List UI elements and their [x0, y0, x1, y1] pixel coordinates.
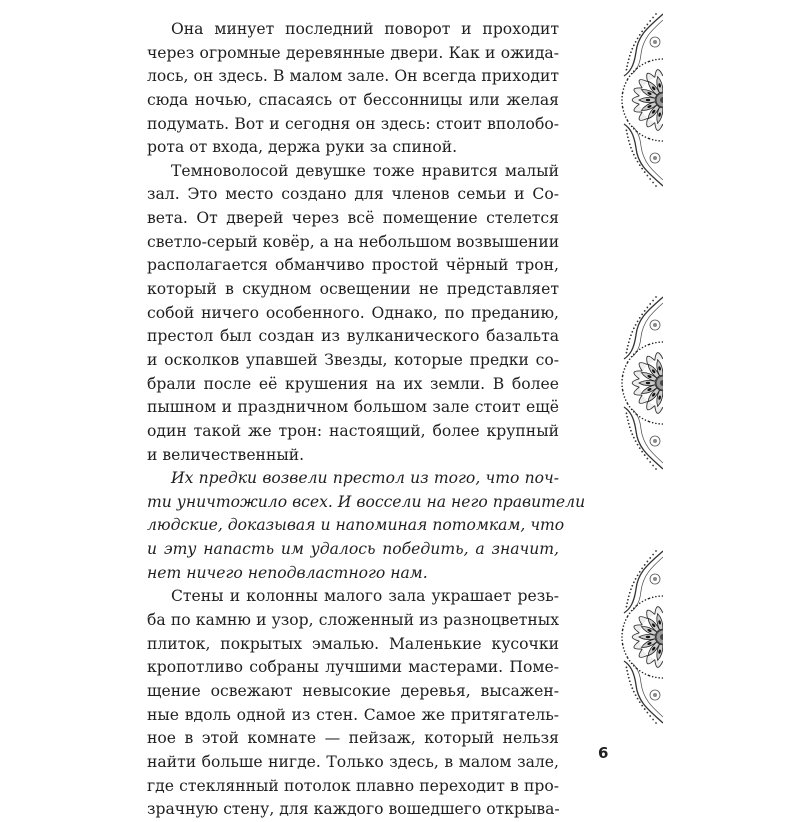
paragraph-3-italic: [147, 467, 586, 585]
text-line: Она минует последний поворот и проходит: [171, 20, 559, 38]
text-line: лось, он здесь. В малом зале. Он всегда приходит: [147, 67, 559, 86]
body-text: [147, 18, 586, 822]
text-line: нет ничего неподвластного нам.: [147, 563, 428, 582]
text-line: ное в этой комнате — пейзаж, который нельзя: [147, 729, 559, 748]
half-mandala-bottom-icon: [590, 549, 665, 725]
text-line: людские, доказывая и напоминая потомкам, что: [147, 516, 565, 535]
text-line: престол был создан из вулканического базальта: [147, 327, 559, 346]
text-line: Темноволосой девушке тоже нравится малый: [171, 161, 559, 180]
text-line: Их предки возвели престол из того, что поч-: [171, 469, 559, 488]
text-line: ти уничтожило всех. И воссели на него правители: [147, 492, 586, 511]
text-line: вета. От дверей через всё помещение стелется: [147, 209, 559, 228]
text-line: который в скудном освещении не представляет: [147, 280, 559, 299]
text-line: плиток, покрытых эмалью. Маленькие кусочки: [147, 634, 559, 653]
text-line: и эту напасть им удалось победить, а значит,: [147, 540, 559, 559]
text-line: рота от входа, держа руки за спиной.: [147, 138, 458, 157]
text-line: щение освежают невысокие деревья, высажен-: [147, 681, 559, 700]
text-line: зал. Это место создано для членов семьи и Со-: [147, 185, 559, 204]
text-line: располагается обманчиво простой чёрный трон,: [147, 256, 559, 275]
text-line: светло-серый ковёр, а на небольшом возвышении: [147, 232, 560, 251]
text-line: где стеклянный потолок плавно переходит в про-: [147, 776, 559, 795]
paragraph-2: [147, 160, 559, 467]
text-line: пышном и праздничном большом зале стоит ещё: [147, 398, 559, 417]
text-line: ба по камню и узор, сложенный из разноцветных: [147, 611, 559, 630]
text-line: ные вдоль одной из стен. Самое же притягатель-: [147, 705, 559, 724]
text-line: найти больше нигде. Только здесь, в малом зале,: [147, 752, 559, 771]
paragraph-4: [147, 585, 559, 821]
page-number: 6: [598, 744, 609, 762]
text-line: через огромные деревянные двери. Как и ожида-: [147, 43, 559, 62]
text-line: кропотливо собраны лучшими мастерами. Поме-: [147, 658, 559, 677]
text-line: собой ничего особенного. Однако, по преданию,: [147, 303, 559, 322]
text-line: брали после её крушения на их земли. В более: [147, 374, 559, 393]
text-line: Стены и колонны малого зала украшает резь-: [171, 587, 559, 606]
text-line: один такой же трон: настоящий, более крупный: [147, 421, 559, 440]
text-line: и величественный.: [147, 445, 305, 464]
text-line: сюда ночью, спасаясь от бессонницы или желая: [147, 90, 559, 109]
paragraph-1: [147, 18, 559, 160]
text-line: подумать. Вот и сегодня он здесь: стоит вполобо-: [147, 114, 559, 133]
text-line: и осколков упавшей Звезды, которые предки со-: [147, 350, 559, 369]
half-mandala-middle-icon: [590, 295, 665, 471]
text-line: зрачную стену, для каждого вошедшего открыва-: [147, 800, 560, 819]
half-mandala-top-icon: [590, 12, 665, 188]
